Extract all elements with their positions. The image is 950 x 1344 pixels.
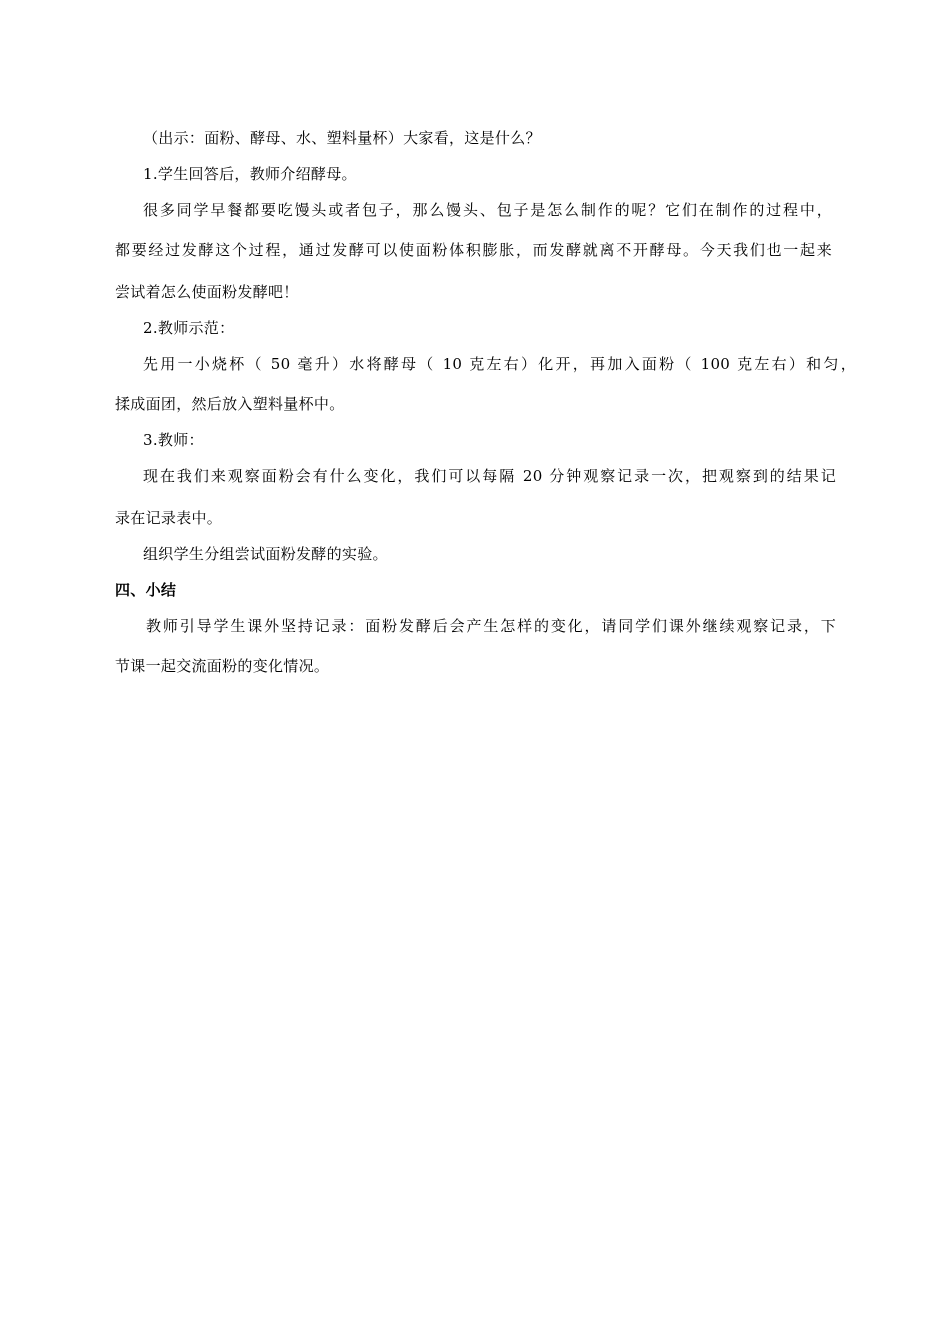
- step-3-heading: 3.教师：: [143, 431, 204, 449]
- paragraph-2-line-1: 先用一小烧杯（ 50 毫升）水将酵母（ 10 克左右）化开，再加入面粉（ 100 克左右）和匀，: [143, 355, 856, 373]
- summary-line-1: 教师引导学生课外坚持记录：面粉发酵后会产生怎样的变化，请同学们课外继续观察记录，下: [146, 617, 836, 635]
- section-heading-summary: 四、小结: [115, 581, 177, 599]
- intro-line: （出示：面粉、酵母、水、塑料量杯）大家看，这是什么？: [143, 129, 541, 147]
- paragraph-1-line-1: 很多同学早餐都要吃馒头或者包子，那么馒头、包子是怎么制作的呢？它们在制作的过程中，: [143, 201, 832, 219]
- summary-line-2: 节课一起交流面粉的变化情况。: [115, 657, 330, 675]
- step-2-heading: 2.教师示范：: [143, 319, 235, 337]
- paragraph-3-line-2: 录在记录表中。: [115, 509, 223, 527]
- paragraph-1-line-2: 都要经过发酵这个过程，通过发酵可以使面粉体积膨胀，而发酵就离不开酵母。今天我们也一起来: [115, 241, 832, 259]
- paragraph-4: 组织学生分组尝试面粉发酵的实验。: [143, 545, 388, 563]
- paragraph-1-line-3: 尝试着怎么使面粉发酵吧！: [115, 283, 299, 301]
- step-1-heading: 1.学生回答后，教师介绍酵母。: [143, 165, 357, 183]
- paragraph-3-line-1: 现在我们来观察面粉会有什么变化，我们可以每隔 20 分钟观察记录一次，把观察到的结果记: [143, 467, 836, 485]
- paragraph-2-line-2: 揉成面团，然后放入塑料量杯中。: [115, 395, 345, 413]
